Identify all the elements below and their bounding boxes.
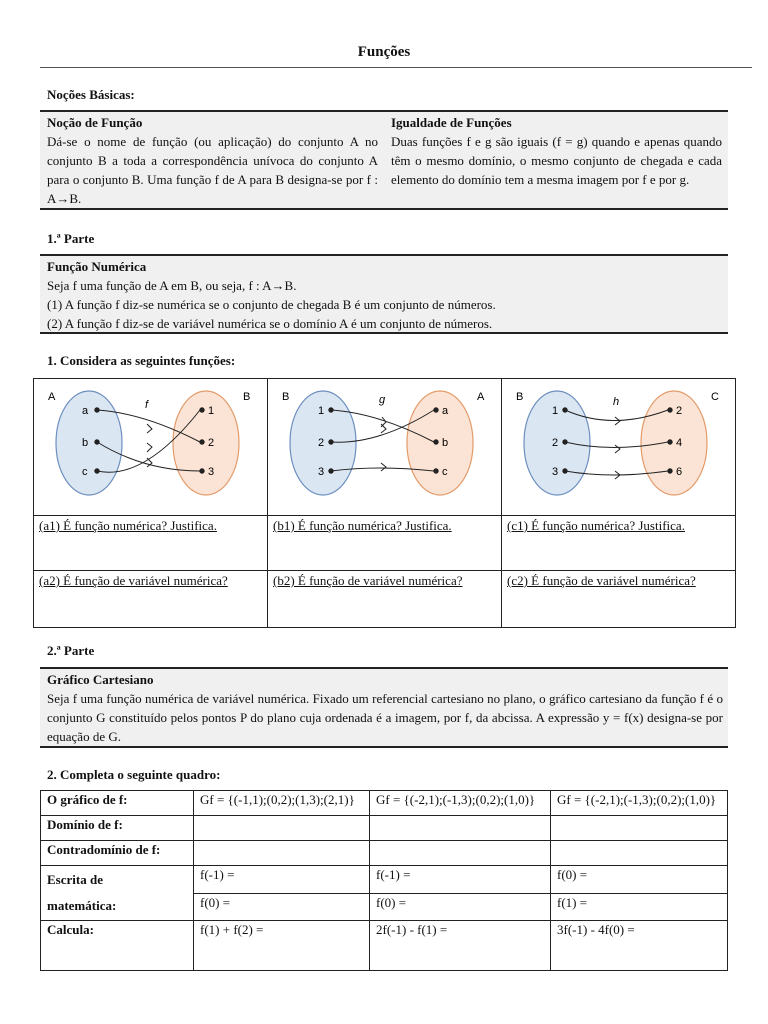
set-ellipse-right [407,391,473,495]
domain-label: Domínio de f: [41,816,194,841]
notation-a-cell-3[interactable]: f(0) = [551,866,728,894]
function-equality [391,113,722,189]
question-c1-text: (c1) É função numérica? Justifica. [507,518,685,533]
question-c1 [502,516,736,571]
cartesian-graph-text: Seja f uma função numérica de variável numérica. Fixado um referencial cartesiano no plano, o gráfico cartesiano da função f é o conjunto G constituído pelos pontos P do plano cuja ordenada é a imagem, por f, da abcissa. A expressão y = f(x) designa-se por equação de G. [47,691,723,744]
domain-cell-2[interactable] [370,816,551,841]
exercise2-heading: 2. Completa o seguinte quadro: [47,767,221,782]
question-b2-text: (b2) É função de variável numérica? [273,573,463,588]
codomain-cell-2[interactable] [370,841,551,866]
page-title: Funções [357,44,411,60]
function-label: g [379,394,386,406]
graph-label: O gráfico de f: [41,791,194,816]
set-label-right: B [243,391,251,403]
element-left-2: 2 [318,437,325,449]
function-label: h [613,396,620,408]
question-b2 [268,571,502,628]
diagram-table [33,378,736,628]
codomain-label: Contradomínio de f: [41,841,194,866]
cartesian-graph-box [40,667,728,748]
set-ellipse-left [56,391,122,495]
function-notion-text: Dá-se o nome de função (ou aplicação) do conjunto A no conjunto B a toda a correspondência unívoca do conjunto A para o conjunto B. Uma função f de A para B designa-se por f : A→B. [47,134,378,206]
domain-cell-1[interactable] [194,816,370,841]
numeric-function-line3: (2) A função f diz-se de variável numérica se o domínio A é um conjunto de números. [47,316,493,331]
diagram-cell-h [502,379,736,516]
numeric-function-box [40,254,728,334]
notation-b-cell-3[interactable]: f(1) = [551,893,728,921]
element-right-3: 3 [208,466,215,478]
cartesian-graph-title: Gráfico Cartesiano [47,672,154,687]
element-right-3: 6 [676,466,683,478]
title-rule [40,67,752,68]
set-ellipse-right [641,391,707,495]
question-b1 [268,516,502,571]
diagram-cell-f [34,379,268,516]
table-row [41,816,728,841]
notation-a-cell-2[interactable]: f(-1) = [370,866,551,894]
element-right-1: 2 [676,405,683,417]
question-a1 [34,516,268,571]
numeric-function-line2: (1) A função f diz-se numérica se o conjunto de chegada B é um conjunto de números. [47,297,496,312]
element-right-2: 2 [208,437,215,449]
question-a2-text: (a2) É função de variável numérica? [39,573,228,588]
element-left-1: a [82,405,89,417]
function-notion [47,113,378,208]
calc-cell-1[interactable]: f(1) + f(2) = [194,921,370,971]
exercise1-heading: 1. Considera as seguintes funções: [47,353,236,368]
set-label-left: B [282,391,290,403]
question-a2 [34,571,268,628]
table-row [41,791,728,816]
element-left-1: 1 [552,405,559,417]
calc-cell-2[interactable]: 2f(-1) - f(1) = [370,921,551,971]
diagram-cell-g [268,379,502,516]
function-equality-title: Igualdade de Funções [391,115,512,130]
notation-b-cell-1[interactable]: f(0) = [194,893,370,921]
question-c2 [502,571,736,628]
function-grid [40,790,728,971]
element-left-3: 3 [318,466,325,478]
graph-cell-3: Gf = {(-2,1);(-1,3);(0,2);(1,0)} [551,791,728,816]
codomain-cell-3[interactable] [551,841,728,866]
graph-cell-1: Gf = {(-1,1);(0,2);(1,3);(2,1)} [194,791,370,816]
diagram-g [268,379,501,511]
calc-label: Calcula: [41,921,194,971]
question-b1-text: (b1) É função numérica? Justifica. [273,518,452,533]
element-right-3: c [442,466,448,478]
diagram-h [502,379,735,511]
element-left-3: c [82,466,88,478]
element-left-3: 3 [552,466,559,478]
numeric-function-content [47,257,723,333]
question-a1-text: (a1) É função numérica? Justifica. [39,518,217,533]
set-label-left: A [48,391,56,403]
part1-heading: 1.ª Parte [47,231,95,246]
calc-cell-3[interactable]: 3f(-1) - 4f(0) = [551,921,728,971]
function-label: f [145,399,149,411]
notation-label [41,866,194,921]
basics-box [40,110,728,210]
element-right-2: 4 [676,437,683,449]
domain-cell-3[interactable] [551,816,728,841]
notation-label-line2: matemática: [47,898,117,913]
part2-heading: 2.ª Parte [47,643,95,658]
numeric-function-line1: Seja f uma função de A em B, ou seja, f : A→B. [47,278,297,293]
element-left-1: 1 [318,405,325,417]
set-label-left: B [516,391,524,403]
element-right-1: 1 [208,405,215,417]
table-row [41,866,728,894]
set-label-right: C [711,391,719,403]
graph-cell-2: Gf = {(-2,1);(-1,3);(0,2);(1,0)} [370,791,551,816]
numeric-function-title: Função Numérica [47,259,147,274]
notation-label-line1: Escrita de [47,872,103,887]
diagram-f [34,379,267,511]
element-right-2: b [442,437,449,449]
codomain-cell-1[interactable] [194,841,370,866]
element-left-2: b [82,437,89,449]
function-notion-title: Noção de Função [47,115,143,130]
table-row [41,921,728,971]
function-equality-text: Duas funções f e g são iguais (f = g) quando e apenas quando têm o mesmo domínio, o mesmo conjunto de chegada e cada elemento do domínio tem a mesma imagem por f e por g. [391,134,722,187]
table-row [41,841,728,866]
basics-heading: Noções Básicas: [47,87,135,102]
element-left-2: 2 [552,437,559,449]
notation-b-cell-2[interactable]: f(0) = [370,893,551,921]
set-label-right: A [477,391,485,403]
cartesian-graph-content [47,670,723,746]
element-right-1: a [442,405,449,417]
set-ellipse-right [173,391,239,495]
question-c2-text: (c2) É função de variável numérica? [507,573,696,588]
notation-a-cell-1[interactable]: f(-1) = [194,866,370,894]
